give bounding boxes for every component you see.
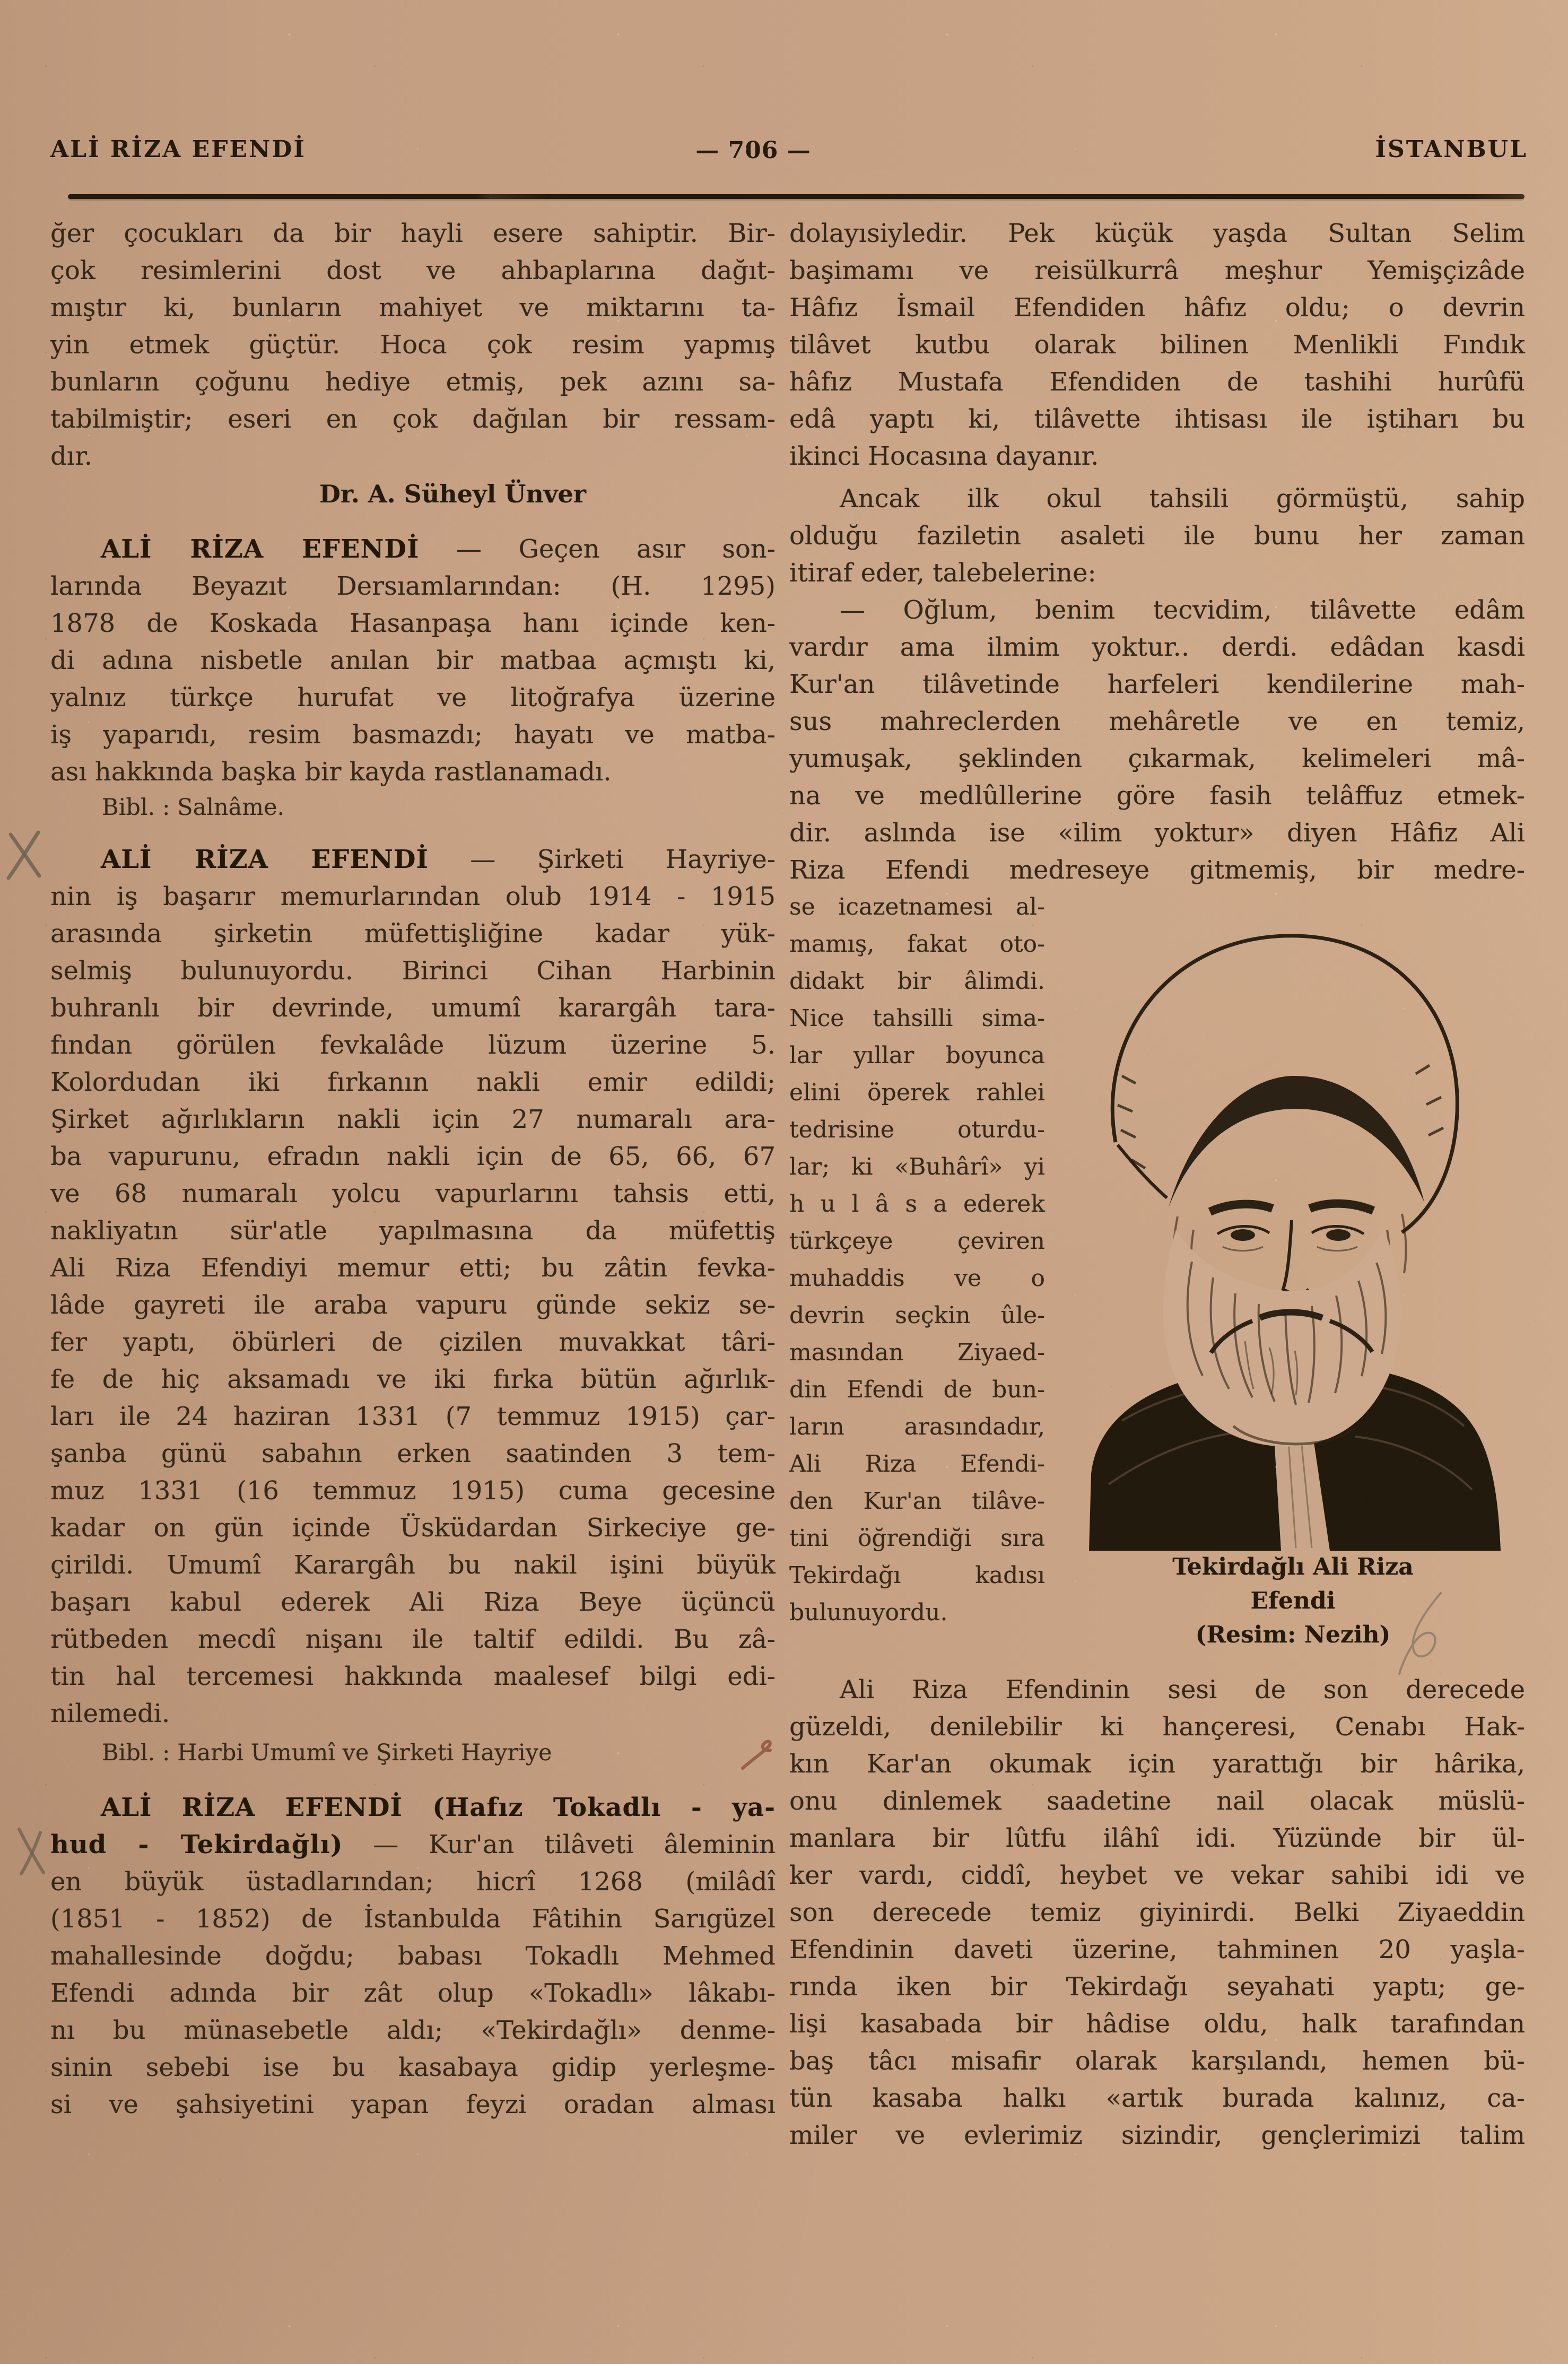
text-line: dolayısiyledir. Pek küçük yaşda Sultan Selim: [789, 219, 1525, 248]
text-line: Ali Riza Efendinin sesi de son derecede: [840, 1675, 1525, 1705]
entry-heading-hafiz-line1: [50, 1789, 776, 1826]
eye: [1326, 1229, 1351, 1241]
pencil-tick-mark: [737, 1722, 790, 1775]
entry-body-hafiz: [50, 1863, 776, 2123]
text-line: si ve şahsiyetini yapan feyzi oradan alması: [50, 2090, 776, 2119]
text-line: buhranlı bir devrinde, umumî karargâh tara-: [50, 993, 776, 1023]
entry-heading-printer: [50, 531, 776, 568]
text-line: Tekirdağı kadısı: [789, 1562, 1045, 1589]
pencil-loop-mark: [1390, 1584, 1459, 1679]
text-line: mahallesinde doğdu; babası Tokadlı Mehmed: [50, 1941, 776, 1971]
eyebrows: [1210, 1204, 1273, 1212]
text-line: ikinci Hocasına dayanır.: [789, 441, 1099, 471]
portrait-illustration: [1058, 890, 1528, 1551]
text-line: son derecede temiz giyinirdi. Belki Ziyaeddin: [789, 1898, 1525, 1927]
text-line: fer yaptı, öbürleri de çizilen muvakkat târi-: [50, 1327, 776, 1357]
text-line: (1851 - 1852) de İstanbulda Fâtihin Sarıgüzel: [50, 1904, 776, 1934]
text-line: bulunuyordu.: [789, 1599, 948, 1626]
text-line: Nice tahsilli sima-: [789, 1005, 1045, 1032]
text-line: sinin sebebi ise bu kasabaya gidip yerleşme-: [50, 2053, 776, 2082]
text-line: güzeldi, denilebilir ki hançeresi, Cenabı Hak-: [789, 1712, 1525, 1742]
text-line: tabilmiştir; eseri en çok dağılan bir ressam-: [50, 404, 776, 434]
text-line: 1878 de Koskada Hasanpaşa hanı içinde ken-: [50, 609, 776, 638]
paragraph-quote: [789, 592, 1525, 889]
text-line: tini öğrendiği sıra: [789, 1525, 1045, 1552]
text-line: dır.: [50, 441, 93, 471]
text-line: Kolordudan iki fırkanın nakli emir edildi;: [50, 1067, 776, 1097]
entry-heading-rest: — Geçen asır son-: [456, 534, 776, 564]
text-line: tün kasaba halkı «artık burada kalınız, ca-: [789, 2083, 1525, 2113]
text-line: itiraf eder, talebelerine:: [789, 558, 1096, 588]
text-line: şanba günü sabahın erken saatinden 3 tem-: [50, 1439, 776, 1468]
text-line: ların arasındadır,: [789, 1413, 1045, 1440]
text-line: didakt bir âlimdi.: [789, 968, 1045, 995]
text-line: miler ve evlerimiz sizindir, gençlerimizi talim: [789, 2120, 1525, 2150]
eye: [1231, 1229, 1255, 1241]
caption-line: (Resim: Nezih): [1195, 1621, 1391, 1648]
text-line: arasında şirketin müfettişliğine kadar yük-: [50, 919, 776, 949]
text-line: yalnız türkçe hurufat ve litoğrafya üzerine: [50, 683, 776, 712]
entry-title: ALİ RİZA EFENDİ: [101, 534, 420, 564]
author-signature: Dr. A. Süheyl Ünver: [319, 480, 587, 508]
text-line: nakliyatın sür'atle yapılmasına da müfettiş: [50, 1216, 776, 1246]
bibliography-line: Bibl. : Harbi Umumî ve Şirketi Hayriye: [102, 1740, 552, 1766]
text-line: — Oğlum, benim tecvidim, tilâvette edâm: [840, 595, 1525, 625]
text-line: kın Kar'an okumak için yarattığı bir hârika,: [789, 1749, 1525, 1779]
caption-line: Efendi: [1250, 1587, 1336, 1614]
text-line: larında Beyazıt Dersıamlarından: (H. 1295): [50, 571, 776, 601]
entry-title: ALİ RİZA EFENDİ: [101, 845, 429, 874]
header-rule: [68, 194, 1525, 199]
continuation-paragraph: [50, 215, 776, 475]
text-line: çok resimlerini dost ve ahbaplarına dağıt-: [50, 256, 776, 285]
text-line: ba vapurunu, efradın nakli için de 65, 66, 67: [50, 1142, 776, 1171]
text-line: en büyük üstadlarından; hicrî 1268 (milâdî: [50, 1867, 776, 1897]
running-title-right: İSTANBUL: [1375, 136, 1528, 163]
text-line: devrin seçkin ûle-: [789, 1302, 1045, 1329]
text-line: nin iş başarır memurlarından olub 1914 - 1915: [50, 882, 776, 911]
text-line: tedrisine oturdu-: [789, 1116, 1045, 1143]
text-line: selmiş bulunuyordu. Birinci Cihan Harbinin: [50, 956, 776, 986]
paragraph-schooling: [789, 480, 1525, 592]
text-line: ker vardı, ciddî, heybet ve vekar sahibi idi ve: [789, 1861, 1525, 1890]
nose: [1283, 1220, 1309, 1294]
text-line: rında iken bir Tekirdağı seyahati yaptı; ge-: [789, 1972, 1525, 2002]
pencil-x-mark: [4, 825, 47, 883]
entry-body-printer: [50, 568, 776, 790]
text-line: muz 1331 (16 temmuz 1915) cuma gecesine: [50, 1476, 776, 1506]
text-line: ası hakkında başka bir kayda rastlanamadı.: [50, 757, 612, 787]
text-line: olduğu faziletin asaleti ile bunu her zaman: [789, 521, 1525, 551]
text-line: manlara bir lûtfu ilâhî idi. Yüzünde bir ül-: [789, 1823, 1525, 1853]
text-line: tin hal tercemesi hakkında maalesef bilgi edi-: [50, 1662, 776, 1691]
text-line: lâde gayreti ile araba vapuru günde sekiz se-: [50, 1290, 776, 1320]
text-line: yin etmek güçtür. Hoca çok resim yapmış: [50, 330, 776, 360]
text-line: hâfız Mustafa Efendiden de tashihi hurûfü: [789, 367, 1525, 397]
text-line: ları ile 24 haziran 1331 (7 temmuz 1915) çar-: [50, 1402, 776, 1431]
text-line: fından görülen fevkalâde lüzum üzerine 5.: [50, 1030, 776, 1060]
text-line: fe de hiç aksamadı ve iki fırka bütün ağırlık-: [50, 1364, 776, 1394]
text-line: mıştır ki, bunların mahiyet ve miktarını ta-: [50, 293, 776, 323]
text-line: Ali Riza Efendi-: [789, 1450, 1045, 1477]
entry-heading-rest: — Şirketi Hayriye-: [470, 845, 776, 874]
text-line: edâ yaptı ki, tilâvette ihtisası ile iştiharı bu: [789, 404, 1525, 434]
text-line: dir. aslında ise «ilim yoktur» diyen Hâfiz Ali: [789, 818, 1525, 848]
entry-heading-inspector: [50, 841, 776, 878]
text-line: masından Ziyaed-: [789, 1339, 1045, 1366]
text-line: türkçeye çeviren: [789, 1228, 1045, 1255]
text-line: se icazetnamesi al-: [789, 893, 1045, 920]
pencil-x-mark: [13, 1824, 50, 1877]
text-line: elini öperek rahlei: [789, 1079, 1045, 1106]
text-line: lar; ki «Buhârî» yi: [789, 1153, 1045, 1180]
text-line: Şirket ağırlıkların nakli için 27 numaralı ara-: [50, 1105, 776, 1134]
entry-title: ALİ RİZA EFENDİ (Hafız Tokadlı - ya-: [101, 1793, 776, 1822]
text-line: Efendi adında bir zât olup «Tokadlı» lâkabı-: [50, 1978, 776, 2008]
paragraph-teachers: [789, 215, 1525, 475]
text-line: nı bu münasebetle aldı; «Tekirdağlı» denme-: [50, 2015, 776, 2045]
text-line: iş yaparıdı, resim basmazdı; hayatı ve matba-: [50, 720, 776, 750]
cap-band: [1169, 1076, 1424, 1207]
text-line: den Kur'an tilâve-: [789, 1488, 1045, 1515]
text-line: onu dinlemek saadetine nail olacak müslü-: [789, 1786, 1525, 1816]
text-line: ğer çocukları da bir hayli esere sahiptir. Bir-: [50, 219, 776, 248]
text-line: di adına nisbetle anılan bir matbaa açmıştı ki,: [50, 646, 776, 675]
text-line: mamış, fakat oto-: [789, 931, 1045, 958]
entry-body-inspector: [50, 878, 776, 1732]
page-number: — 706 —: [695, 137, 811, 164]
text-line: rütbeden mecdî nişanı ile taltif edildi. Bu zâ-: [50, 1624, 776, 1654]
caption-line: Tekirdağlı Ali Riza: [1172, 1553, 1414, 1580]
text-line: kadar on gün içinde Üsküdardan Sirkeciye ge-: [50, 1513, 776, 1543]
text-line: tilâvet kutbu olarak bilinen Menlikli Fındık: [789, 330, 1525, 360]
text-line: başimamı ve reisülkurrâ meşhur Yemişçizâde: [789, 256, 1525, 285]
text-line: Riza Efendi medreseye gitmemiş, bir medre-: [789, 855, 1525, 885]
text-line: Hâfız İsmail Efendiden hâfız oldu; o devrin: [789, 293, 1525, 323]
text-line: sus mahreclerden mehâretle ve en temiz,: [789, 707, 1525, 736]
bibliography-line: Bibl. : Salnâme.: [102, 794, 285, 821]
text-line: Kur'an tilâvetinde harfeleri kendilerine mah-: [789, 670, 1525, 699]
text-line: muhaddis ve o: [789, 1265, 1045, 1292]
text-line: na ve medlûllerine göre fasih telâffuz etmek-: [789, 781, 1525, 811]
text-line: baş tâcı misafir olarak karşılandı, hemen bü-: [789, 2046, 1525, 2076]
text-line: lar yıllar boyunca: [789, 1042, 1045, 1069]
text-line: Efendinin daveti üzerine, tahminen 20 yaşla-: [789, 1935, 1525, 1965]
text-line: nilemedi.: [50, 1699, 170, 1728]
entry-heading-rest: — Kur'an tilâveti âleminin: [373, 1830, 776, 1859]
text-line: başarı kabul ederek Ali Riza Beye üçüncü: [50, 1587, 776, 1617]
entry-heading-hafiz-line2: [50, 1826, 776, 1863]
running-title-left: ALİ RİZA EFENDİ: [50, 136, 306, 163]
text-line: Ali Riza Efendiyi memur etti; bu zâtin fevka-: [50, 1253, 776, 1283]
entry-title-continued: hud - Tekirdağlı): [50, 1830, 343, 1859]
text-line: ve 68 numaralı yolcu vapurlarını tahsis etti,: [50, 1179, 776, 1209]
text-line: h u l â s a ederek: [789, 1190, 1045, 1218]
text-line: lişi kasabada bir hâdise oldu, halk tarafından: [789, 2009, 1525, 2039]
text-line: çirildi. Umumî Karargâh bu nakil işini büyük: [50, 1550, 776, 1580]
text-line: bunların çoğunu hediye etmiş, pek azını sa-: [50, 367, 776, 397]
text-line: din Efendi de bun-: [789, 1376, 1045, 1403]
paragraph-voice: [789, 1671, 1525, 2154]
wrap-paragraph: [789, 889, 1045, 1631]
text-line: Ancak ilk okul tahsili görmüştü, sahip: [840, 484, 1525, 514]
portrait-drawing: [1089, 936, 1501, 1551]
text-line: vardır ama ilmim yoktur.. derdi. edâdan kasdi: [789, 632, 1525, 662]
text-line: yumuşak, şeklinden çıkarmak, kelimeleri mâ-: [789, 744, 1525, 773]
